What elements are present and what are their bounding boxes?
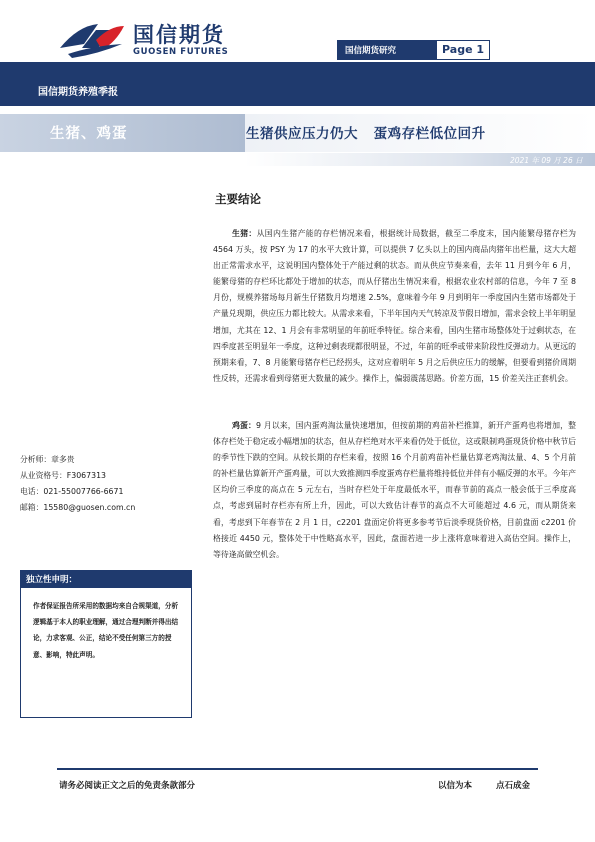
- report-series: 国信期货养殖季报: [38, 87, 118, 98]
- brand-name-cn: 国信期货: [133, 23, 225, 47]
- section-title: 主要结论: [215, 192, 261, 206]
- paragraph-hogs-lead: 生猪：: [232, 229, 257, 238]
- declaration-heading: 独立性申明：: [26, 575, 78, 585]
- analyst-email[interactable]: 邮箱：15580@guosen.com.cn: [20, 503, 136, 512]
- paragraph-eggs-lead: 鸡蛋：: [232, 421, 257, 430]
- analyst-license: 从业资格号：F3067313: [20, 471, 106, 480]
- paragraph-hogs: [213, 226, 576, 387]
- footer-slogan-1: 以信为本: [438, 781, 473, 791]
- footer-disclaimer: 请务必阅读正文之后的免责条款部分: [59, 781, 196, 791]
- analyst-phone: 电话：021-55007766-6671: [20, 487, 124, 496]
- guosen-logo-icon: [58, 20, 126, 60]
- paragraph-eggs: [213, 418, 576, 563]
- declaration-body: 作者保证报告所采用的数据均来自合规渠道，分析逻辑基于本人的职业理解，通过合理判断并得出结论，力求客观、公正，结论不受任何第三方的授意、影响，特此声明。: [33, 602, 179, 659]
- page-number: Page 1: [437, 41, 489, 59]
- report-category: 生猪、鸡蛋: [50, 126, 128, 142]
- report-title: 生猪供应压力仍大 蛋鸡存栏低位回升: [246, 126, 486, 142]
- analyst-name: 分析师：章多贵: [20, 455, 75, 464]
- report-date: 2021 年 09 月 26 日: [510, 156, 583, 165]
- brand-name-en: GUOSEN FUTURES: [133, 47, 229, 57]
- paragraph-eggs-body: 9 月以来，国内蛋鸡淘汰量快速增加，但按前期的鸡苗补栏推算，新开产蛋鸡也将增加，整体存栏处于稳定或小幅增加的状态，但从存栏绝对水平来看仍处于低位，这或限制鸡蛋现货价格中秋节后的季节性下跌的空间。从较长期的存栏来看，按照 16 个月前鸡苗补栏量估算老鸡淘汰量、4、5 个月前的补栏量估算新开产蛋鸡量，可以大致推测四季度蛋鸡存栏量将维持低位并伴有小幅反弹的水平。今年产区均价三季度的高点在 5 元左右，当时存栏处于年度最低水平，而春节前的高点一般会低于三季度高点，考虑到届时存栏亦有所上升，因此，可以大致估计春节的高点不大可能超过 4.6 元，而从期货来看，考虑到下年春节在 2 月 1 日，c2201 盘面定价将更多参考节后淡季现货价格，目前盘面 c2201 价格接近 4450 元，整体处于中性略高水平，因此，盘面若进一步上涨将意味着进入高估空间。操作上，等待逢高做空机会。: [213, 421, 576, 559]
- footer-divider: [57, 768, 538, 770]
- footer-slogan-2: 点石成金: [496, 781, 531, 791]
- paragraph-hogs-body: 从国内生猪产能的存栏情况来看，根据统计局数据，截至二季度末，国内能繁母猪存栏为 4564 万头，按 PSY 为 17 的水平大致计算，可以提供 7 亿头以上的国内商品肉猪年出栏量，这大大超出正常需求水平，这说明国内整体处于产能过剩的状态。而从供应节奏来看，去年 11 月到今年 6 月，能繁母猪的存栏环比都处于增加的状态，而从仔猪出生情况来看，根据农业农村部的信息，今年 7 至 8 月份，规模养猪场每月新生仔猪数月均增速 2.5%，意味着今年 9 月到明年一季度国内生猪市场都处于产量兑现期，供应压力都比较大。从需求来看，下半年国内天气转凉及节假日增加，需求会较上半年明显增加，尤其在 12、1 月会有非常明显的年前旺季特征。综合来看，国内生猪市场整体处于过剩状态，在四季度甚至明显年一季度，这种过剩表现都很明显，不过，年前的旺季或带来阶段性反弹动力。从更远的预期来看，7、8 月能繁母猪存栏已经拐头，这对应着明年 5 月之后供应压力的缓解，但要看到猪价周期性反转，还需求看到母猪更大数量的减少。操作上，偏弱震荡思路。价差方面，15 价差关注正套机会。: [213, 229, 576, 383]
- report-type-label: 国信期货研究: [345, 46, 397, 56]
